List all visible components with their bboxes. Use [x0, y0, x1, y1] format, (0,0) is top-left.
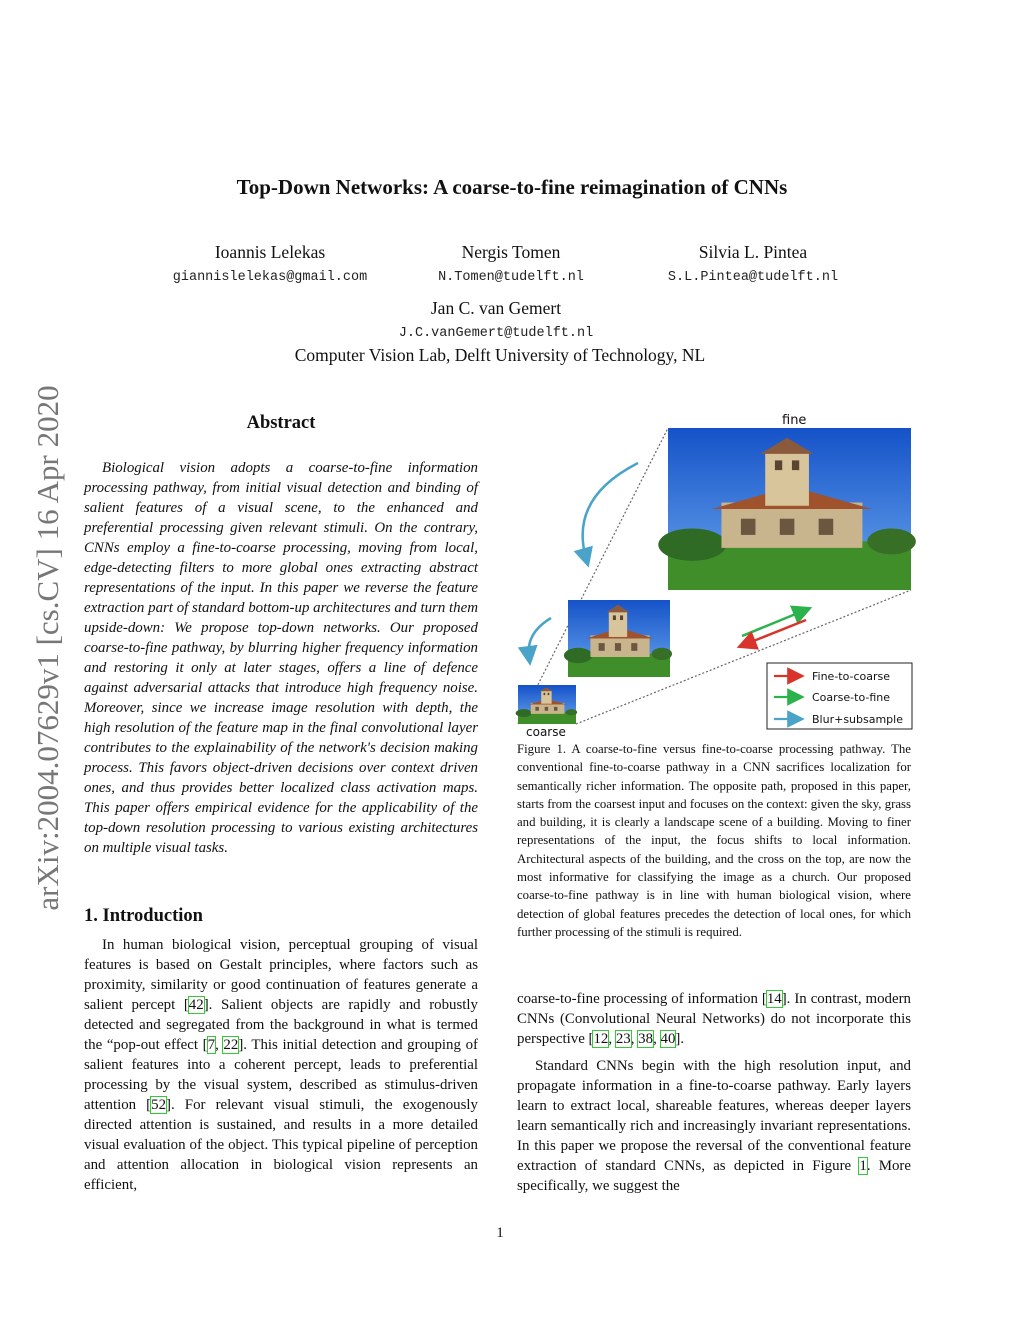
- fine-image: [658, 428, 916, 590]
- legend-label: Blur+subsample: [812, 713, 903, 726]
- text-run: ]. In contrast, modern CNNs (Convolutional Neural Networks) do not incorporate this perspective [: [517, 991, 911, 1047]
- figure-legend: [767, 663, 912, 729]
- citation-link[interactable]: 14: [766, 991, 782, 1007]
- intro-paragraph: [517, 1056, 911, 1196]
- blur-subsample-arrow: [583, 463, 638, 558]
- coarse-image: [516, 685, 577, 724]
- text-run: ,: [630, 1031, 639, 1047]
- author-email: J.C.vanGemert@tudelft.nl: [398, 326, 594, 341]
- citation-link[interactable]: 52: [151, 1097, 167, 1113]
- abstract-heading: Abstract: [246, 413, 316, 433]
- mid-image: [564, 600, 672, 677]
- section-heading: 1. Introduction: [84, 906, 203, 926]
- author-name: Ioannis Lelekas: [214, 242, 326, 262]
- citation-link[interactable]: 40: [660, 1031, 676, 1047]
- coarse-label: coarse: [526, 725, 566, 738]
- text-run: ]. This initial detection and grouping of salient features into a coherent percept, leads to preferential processing by the visual system, described as stimulus-driven attention [: [84, 1037, 478, 1113]
- author-name: Jan C. van Gemert: [430, 298, 562, 318]
- text-run: ]. For relevant visual stimuli, the exogenously directed attention is sustained, and results in a more detailed visual evaluation of the object. This typical pipeline of perception and attention allocation in biological vision represents an efficient,: [84, 1097, 478, 1193]
- page-number: 1: [496, 1225, 504, 1241]
- citation-link[interactable]: 7: [207, 1037, 216, 1053]
- text-run: ,: [608, 1031, 616, 1047]
- intro-paragraph-continued: [517, 989, 911, 1049]
- legend-label: Fine-to-coarse: [812, 670, 891, 683]
- author-email: N.Tomen@tudelft.nl: [438, 270, 584, 285]
- figure-link[interactable]: 1: [859, 1158, 867, 1174]
- text-run: In human biological vision, perceptual grouping of visual features is based on Gestalt principles, where factors such as proximity, similarity or good continuation of features generate a salient percept [: [84, 937, 478, 1013]
- figure-caption: Figure 1. A coarse-to-fine versus fine-to-coarse processing pathway. The conventional fine-to-coarse pathway in a CNN sacrifices localization for semantically richer information. The opposite path, proposed in this paper, starts from the coarsest input and focuses on the context: given the sky, grass and building, it is clearly a landscape scene of a building. Moving to finer representations of the input, the focus shifts to local information. Architectural aspects of the building, and the cross on the top, are now the most informative for classifying the image as a church. Our proposed coarse-to-fine pathway is in line with human biological vision, where detection of global features precedes the detection of local ones, for which further processing of the stimuli is required.: [517, 742, 911, 939]
- intro-paragraph: [84, 935, 478, 1195]
- abstract-text: Biological vision adopts a coarse-to-fine information processing pathway, from initial visual detection and binding of salient features of a visual scene, to the enhanced and preferential processing given relevant stimuli. On the contrary, CNNs employ a fine-to-coarse processing, moving from local, edge-detecting filters to more global ones extracting abstract representations of the input. In this paper we reverse the feature extraction part of standard bottom-up architectures and turn them upside-down: We propose top-down networks. Our proposed coarse-to-fine pathway, by blurring higher frequency information and restoring it only at later stages, offers a line of defence against adversarial attacks that introduce high frequency noise. Moreover, since we increase image resolution with depth, the high resolution of the feature map in the final convolutional layer contributes to the explainability of the network's decision making process. This favors object-driven decisions over context driven ones, and thus provides better localized class activation maps. This paper offers empirical evidence for the applicability of the top-down resolution processing to various existing architectures on multiple visual tasks.: [84, 460, 478, 856]
- author-email: giannislelekas@gmail.com: [172, 270, 368, 285]
- fine-label: fine: [782, 413, 807, 428]
- citation-link[interactable]: 12: [593, 1031, 609, 1047]
- citation-link[interactable]: 23: [615, 1031, 631, 1047]
- author-name: Silvia L. Pintea: [698, 242, 808, 262]
- text-run: ,: [215, 1037, 224, 1053]
- author-email: S.L.Pintea@tudelft.nl: [667, 270, 839, 285]
- citation-link[interactable]: 38: [638, 1031, 654, 1047]
- text-run: . More specifically, we suggest the: [517, 1158, 912, 1194]
- arxiv-stamp: [28, 355, 68, 940]
- affiliation: Computer Vision Lab, Delft University of Technology, NL: [294, 345, 706, 365]
- citation-link[interactable]: 42: [188, 997, 204, 1013]
- arxiv-id: arXiv:2004.07629v1 [cs.CV] 16 Apr 2020: [30, 384, 65, 911]
- figure-1: [514, 408, 916, 738]
- blur-subsample-arrow: [529, 618, 551, 656]
- citation-link[interactable]: 22: [223, 1037, 239, 1053]
- text-run: ].: [675, 1031, 685, 1047]
- guide-line: [518, 428, 668, 724]
- text-run: Standard CNNs begin with the high resolution input, and propagate information in a fine-to-coarse pathway. Early layers learn to extract local, shareable features, whereas deeper layers learn semantically rich and increasingly invariant representations. In this paper we propose the reversal of the conventional feature extraction of standard CNNs, as depicted in Figure: [517, 1058, 911, 1174]
- legend-label: Coarse-to-fine: [812, 691, 891, 704]
- text-run: ]. Salient objects are rapidly and robustly detected and segregated from the background in what is termed the “pop-out effect [: [84, 997, 479, 1053]
- text-run: ,: [653, 1031, 661, 1047]
- text-run: coarse-to-fine processing of information [: [517, 991, 767, 1007]
- paper-title: Top-Down Networks: A coarse-to-fine reimagination of CNNs: [236, 175, 788, 199]
- author-name: Nergis Tomen: [461, 242, 561, 262]
